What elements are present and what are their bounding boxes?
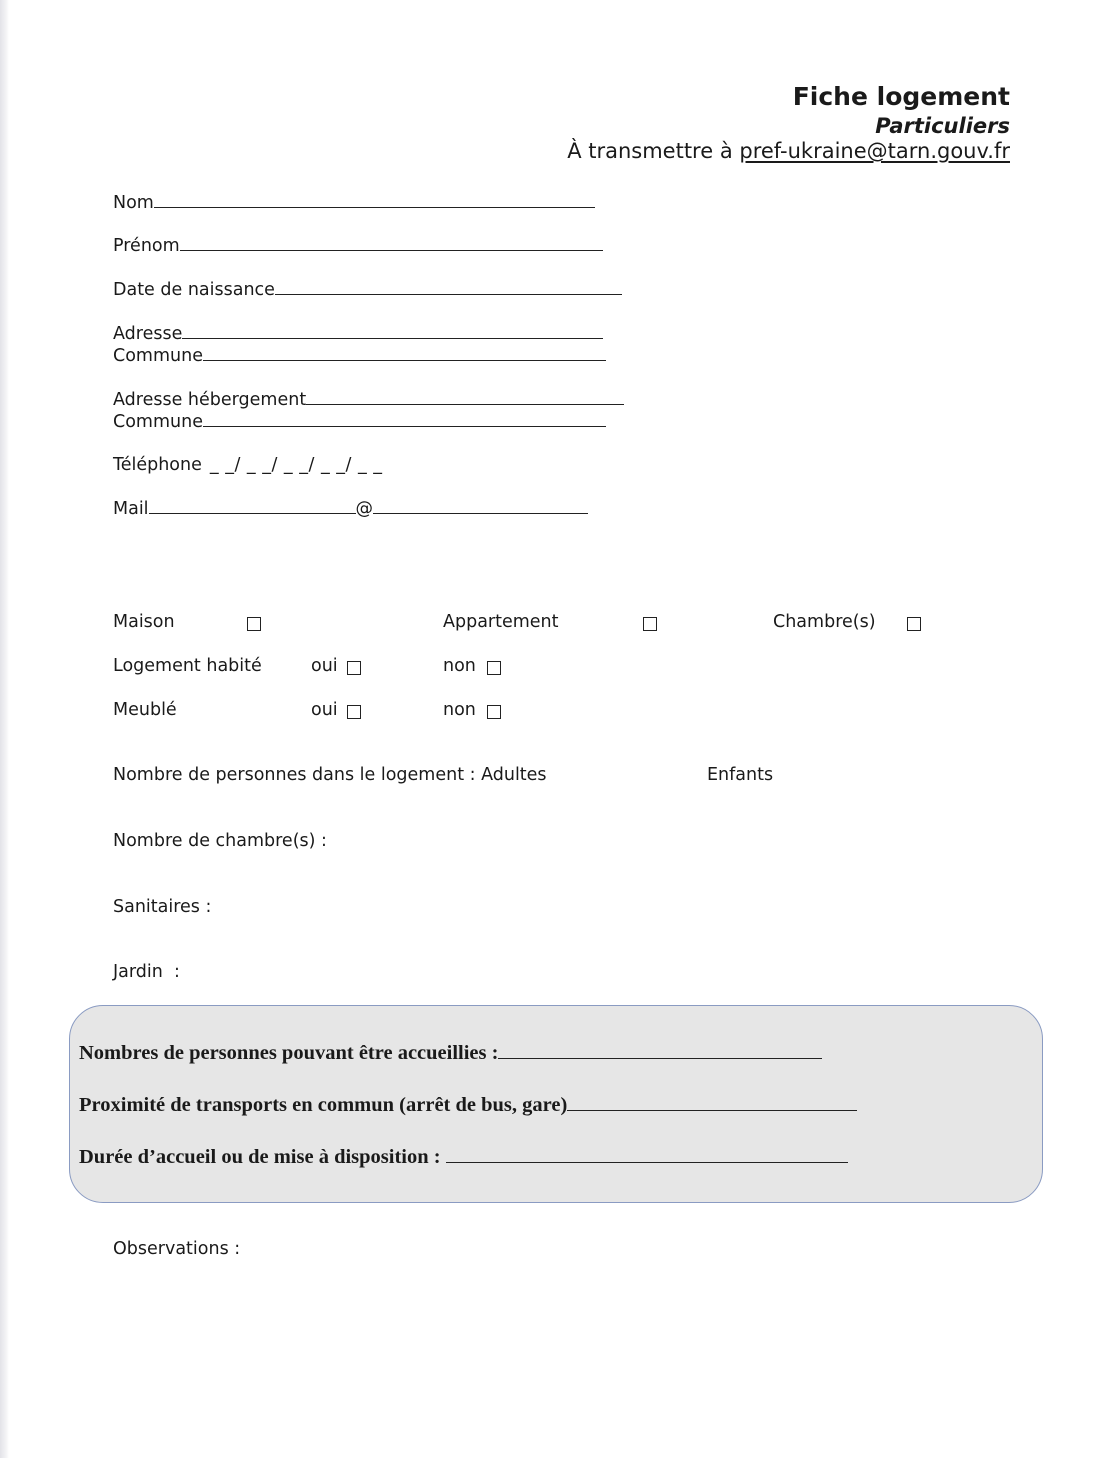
telephone-field[interactable]: _ _/ _ _/ _ _/ _ _/ _ _ (209, 455, 383, 475)
maison-checkbox[interactable] (247, 617, 261, 631)
prenom-label: Prénom (113, 236, 180, 256)
logement-habite-oui-label: oui (311, 656, 338, 676)
mail-at: @ (355, 499, 374, 519)
telephone-row (113, 455, 383, 475)
mail-domain-field[interactable] (373, 512, 588, 514)
appartement-label: Appartement (443, 612, 559, 632)
commune-row (113, 346, 606, 366)
date-naissance-field[interactable] (275, 293, 622, 295)
accueil-label: Nombres de personnes pouvant être accueillies : (79, 1042, 499, 1064)
transports-field[interactable] (567, 1109, 857, 1111)
date-naissance-row (113, 280, 622, 300)
nom-row (113, 193, 595, 213)
commune-hebergement-field[interactable] (203, 425, 606, 427)
commune-field[interactable] (203, 359, 606, 361)
commune-hebergement-label: Commune (113, 412, 203, 432)
commune-hebergement-row (113, 412, 606, 432)
meuble-non-checkbox[interactable] (487, 705, 501, 719)
logement-habite-label: Logement habité (113, 656, 262, 676)
commune-label: Commune (113, 346, 203, 366)
sanitaires-label: Sanitaires : (113, 897, 212, 917)
chambres-checkbox[interactable] (907, 617, 921, 631)
duree-row (79, 1146, 848, 1169)
logement-habite-non-checkbox[interactable] (487, 661, 501, 675)
appartement-checkbox[interactable] (643, 617, 657, 631)
mail-label: Mail (113, 499, 149, 519)
maison-label: Maison (113, 612, 175, 632)
duree-field[interactable] (446, 1161, 848, 1163)
adresse-hebergement-label: Adresse hébergement (113, 390, 307, 410)
document-subtitle: Particuliers (875, 114, 1010, 138)
meuble-oui-checkbox[interactable] (347, 705, 361, 719)
transmit-prefix: À transmettre à (567, 139, 740, 163)
transports-label: Proximité de transports en commun (arrêt de bus, gare) (79, 1094, 568, 1116)
accueil-field[interactable] (498, 1057, 822, 1059)
mail-user-field[interactable] (149, 512, 356, 514)
accueil-row (79, 1042, 822, 1065)
adresse-field[interactable] (182, 337, 603, 339)
nom-field[interactable] (154, 206, 595, 208)
document-title: Fiche logement (792, 82, 1010, 111)
nom-label: Nom (113, 193, 154, 213)
meuble-non-label: non (443, 700, 476, 720)
logement-habite-oui-checkbox[interactable] (347, 661, 361, 675)
transmit-line (567, 139, 1010, 163)
telephone-label: Téléphone (113, 455, 202, 475)
nombre-personnes-label: Nombre de personnes dans le logement : Adultes (113, 765, 547, 785)
mail-row (113, 499, 588, 519)
prenom-field[interactable] (180, 249, 603, 251)
adresse-hebergement-field[interactable] (306, 403, 624, 405)
transports-row (79, 1094, 857, 1117)
date-naissance-label: Date de naissance (113, 280, 275, 300)
adresse-label: Adresse (113, 324, 183, 344)
chambres-label: Chambre(s) (773, 612, 876, 632)
logement-habite-non-label: non (443, 656, 476, 676)
email-link[interactable]: pref-ukraine@tarn.gouv.fr (739, 139, 1010, 163)
adresse-hebergement-row (113, 390, 624, 410)
observations-label: Observations : (113, 1239, 241, 1259)
page-edge (0, 0, 9, 1458)
adresse-row (113, 324, 603, 344)
meuble-oui-label: oui (311, 700, 338, 720)
enfants-label: Enfants (707, 765, 774, 785)
nombre-chambres-label: Nombre de chambre(s) : (113, 831, 327, 851)
meuble-label: Meublé (113, 700, 177, 720)
jardin-label: Jardin : (113, 962, 180, 982)
duree-label: Durée d’accueil ou de mise à disposition : (79, 1146, 446, 1168)
prenom-row (113, 236, 603, 256)
